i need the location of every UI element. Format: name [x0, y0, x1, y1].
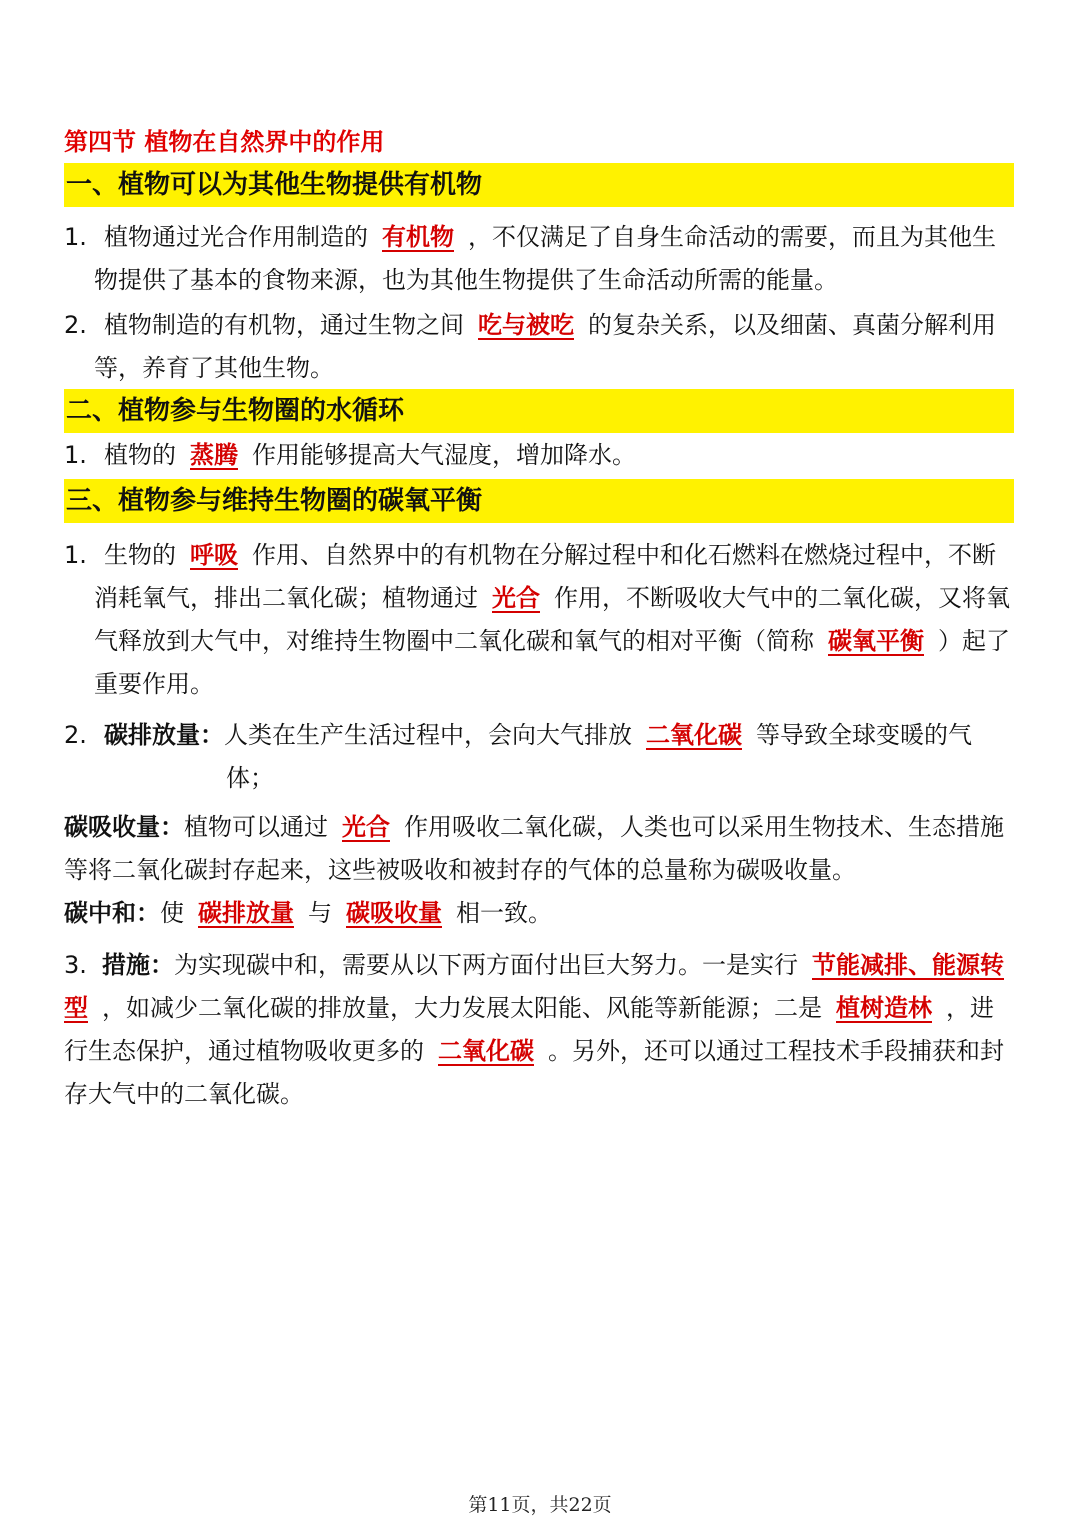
text: 使 [160, 899, 184, 927]
paragraph-5 [64, 714, 1016, 800]
text: 相一致。 [456, 899, 552, 927]
paragraph-8 [64, 944, 1016, 1116]
term-label: 措施： [102, 951, 174, 979]
answer-blank: 蒸腾 [190, 441, 238, 469]
answer-blank: 碳氧平衡 [828, 627, 924, 655]
text: ，进行生态保护，通过植物吸收更多的 [64, 994, 994, 1065]
answer-blank: 吃与被吃 [478, 311, 574, 339]
heading-3: 三、植物参与维持生物圈的碳氧平衡 [64, 479, 1014, 523]
answer-blank: 植树造林 [836, 994, 932, 1022]
item-number: 3. [64, 951, 87, 979]
section-title: 第四节 植物在自然界中的作用 [64, 128, 385, 156]
paragraph-3 [64, 434, 1016, 477]
text: 作用吸收二氧化碳，人类也可以采用生物技术、生态措施等将二氧化碳封存起来，这些被吸收和被封存的气体的总量称为碳吸收量。 [64, 813, 1004, 884]
text: 。另外，还可以通过工程技术手段捕获和封存大气中的二氧化碳。 [64, 1037, 1004, 1108]
term-label: 碳吸收量： [64, 813, 184, 841]
text: 与 [308, 899, 332, 927]
text: ，如减少二氧化碳的排放量，大力发展太阳能、风能等新能源；二是 [102, 994, 822, 1022]
text: 作用能够提高大气湿度，增加降水。 [252, 441, 636, 469]
text: ）起了重要作用。 [94, 627, 1010, 698]
answer-blank: 呼吸 [190, 541, 238, 569]
answer-blank: 二氧化碳 [646, 721, 742, 749]
term-label: 碳中和： [64, 899, 160, 927]
text: 植物的 [104, 441, 176, 469]
item-number: 1. [64, 541, 87, 569]
answer-blank: 光合 [492, 584, 540, 612]
paragraph-4 [64, 534, 1016, 706]
answer-blank: 二氧化碳 [438, 1037, 534, 1065]
answer-blank: 节能减排、能源转型 [64, 951, 1004, 1022]
term-label: 碳排放量： [104, 721, 224, 749]
text: 植物通过光合作用制造的 [104, 223, 368, 251]
item-number: 1. [64, 441, 87, 469]
paragraph-1 [64, 216, 1016, 302]
text: 的复杂关系，以及细菌、真菌分解利用等，养育了其他生物。 [94, 311, 996, 382]
page-footer: 第11页，共22页 [468, 1494, 612, 1516]
text: 生物的 [104, 541, 176, 569]
text: 植物可以通过 [184, 813, 328, 841]
text: 等导致全球变暖的气体； [226, 721, 972, 792]
text: 作用，不断吸收大气中的二氧化碳，又将氧气释放到大气中，对维持生物圈中二氧化碳和氧气的相对平衡（简称 [94, 584, 1010, 655]
text: 人类在生产生活过程中，会向大气排放 [224, 721, 632, 749]
paragraph-7 [64, 892, 1016, 935]
item-number: 2. [64, 311, 87, 339]
text: ，不仅满足了自身生命活动的需要，而且为其他生物提供了基本的食物来源，也为其他生物提供了生命活动所需的能量。 [94, 223, 996, 294]
item-number: 2. [64, 721, 87, 749]
heading-2: 二、植物参与生物圈的水循环 [64, 389, 1014, 433]
heading-1: 一、植物可以为其他生物提供有机物 [64, 163, 1014, 207]
item-number: 1. [64, 223, 87, 251]
answer-blank: 碳吸收量 [346, 899, 442, 927]
text: 植物制造的有机物，通过生物之间 [104, 311, 464, 339]
paragraph-2 [64, 304, 1016, 390]
answer-blank: 光合 [342, 813, 390, 841]
text: 作用、自然界中的有机物在分解过程中和化石燃料在燃烧过程中，不断消耗氧气，排出二氧化碳；植物通过 [94, 541, 996, 612]
paragraph-6 [64, 806, 1016, 892]
answer-blank: 碳排放量 [198, 899, 294, 927]
answer-blank: 有机物 [382, 223, 454, 251]
text: 为实现碳中和，需要从以下两方面付出巨大努力。一是实行 [174, 951, 798, 979]
